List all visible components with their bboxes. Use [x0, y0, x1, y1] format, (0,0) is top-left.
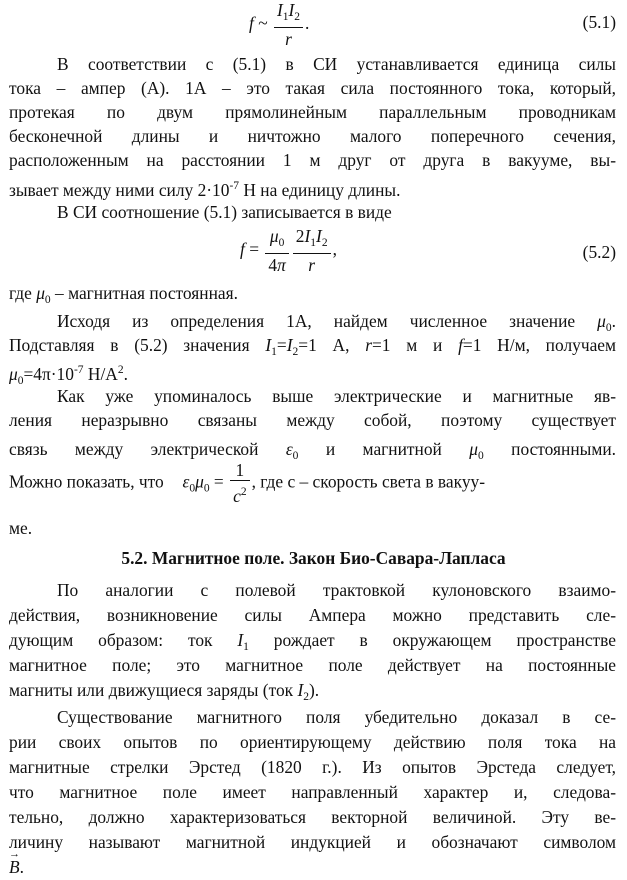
- paragraph-line: ме.: [9, 518, 33, 538]
- paragraph-line: магнитное поле; это магнитное поле действует на постоянные: [9, 655, 616, 675]
- equation-5-2: f = $\frac{\mu_0}{4\pi}$ $\frac{2I_1I_2}{r}$ ,: [240, 226, 337, 275]
- fraction: $\frac{I_1I_2}{r}$: [274, 0, 303, 50]
- fraction: $\frac{\mu_0}{4\pi}$: [265, 226, 288, 276]
- paragraph-line: тока – ампер (А). 1А – это такая сила постоянного тока, который,: [9, 78, 616, 98]
- section-heading: 5.2. Магнитное поле. Закон Био-Савара-Лапласа: [121, 548, 506, 568]
- paragraph-line: бесконечной длины и ничтожно малого поперечного сечения,: [9, 126, 616, 146]
- paragraph-line: расположенным на расстоянии 1 м друг от друга в вакууме, вы-: [9, 150, 616, 170]
- fraction: [170, 474, 180, 494]
- paragraph-line: ления неразрывно связаны между собой, поэтому существует: [9, 410, 616, 430]
- paragraph-line: $\mu_0=4\pi\cdot 10^{-7}$ $Н/А^2$.: [9, 364, 128, 387]
- paragraph-line: Можно показать, что $\varepsilon_0\mu_0$ = $\frac{1}{c^2}$ , где c – скорость света в вакуу-: [9, 460, 486, 506]
- paragraph-line: По аналогии с полевой трактовкой кулоновского взаимо-: [57, 580, 616, 600]
- paragraph-line: действия, возникновение силы Ампера можно представить сле-: [9, 605, 616, 625]
- equation-5-1: f ~ $\frac{I_1I_2}{r}$ .: [249, 0, 310, 49]
- paragraph-line: магнитные стрелки Эрстед (1820 г.). Из опытов Эрстеда следует,: [9, 757, 616, 777]
- paragraph-line: Существование магнитного поля убедительно доказал в се-: [57, 707, 616, 727]
- equation-number-5-1: (5.1): [582, 12, 616, 32]
- fraction: $\frac{2I_1I_2}{r}$: [293, 226, 331, 276]
- paragraph-line: В соответствии с (5.1) в СИ устанавливается единица силы: [57, 54, 616, 74]
- paragraph-line: связь между электрической $\varepsilon_0$ и магнитной $\mu_0$ постоянными.: [9, 439, 616, 462]
- paragraph-line: рии своих опытов по ориентирующему действию поля тока на: [9, 732, 616, 752]
- equation-number-5-2: (5.2): [582, 242, 616, 262]
- paragraph-line: В СИ соотношение (5.1) записывается в виде: [57, 202, 392, 222]
- paragraph-line: где $\mu_0$ – магнитная постоянная.: [9, 283, 238, 306]
- paragraph-line: Исходя из определения 1А, найдем численное значение $\mu_0$.: [57, 311, 616, 334]
- paragraph-line: дующим образом: ток $I_1$ рождает в окружающем пространстве: [9, 630, 616, 653]
- vector-b-symbol: → B: [9, 855, 20, 879]
- paragraph-line: магниты или движущиеся заряды (ток $I_2$).: [9, 680, 320, 703]
- paragraph-line: Как уже упоминалось выше электрические и магнитные яв-: [57, 386, 616, 406]
- paragraph-line: → B.: [9, 855, 616, 879]
- paragraph-line: личину называют магнитной индукцией и обозначают символом: [9, 832, 616, 852]
- paragraph-line: что магнитное поле имеет направленный характер и, следова-: [9, 782, 616, 802]
- paragraph-line: Подставляя в (5.2) значения $I_1=I_2=1$ А, r=1 м и f=1 Н/м, получаем: [9, 335, 617, 358]
- paragraph-line: протекая по двум прямолинейным параллельным проводникам: [9, 102, 616, 122]
- paragraph-line: тельно, должно характеризоваться векторной величиной. Эту ве-: [9, 807, 616, 827]
- fraction: $\frac{1}{c^2}$: [230, 460, 249, 507]
- paragraph-line: зывает между ними силу $2\cdot 10^{-7}$ Н на единицу длины.: [9, 180, 401, 200]
